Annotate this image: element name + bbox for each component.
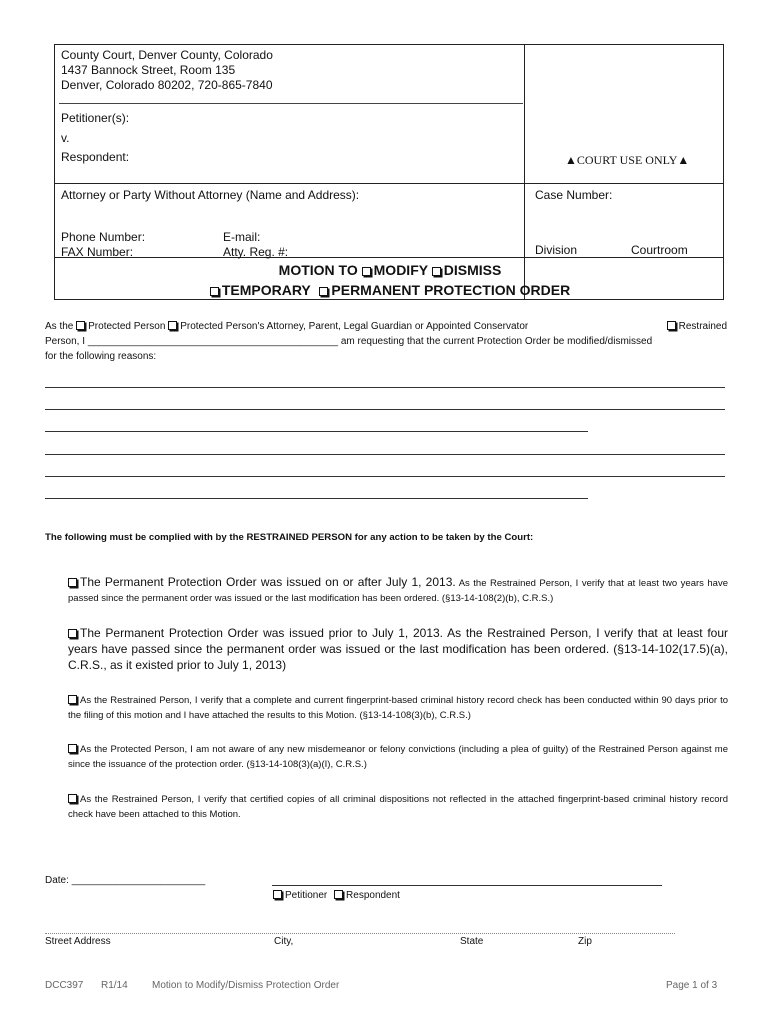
form-id: DCC397 xyxy=(45,980,84,991)
atty-reg-label: Atty. Reg. #: xyxy=(223,245,289,259)
street-address-label: Street Address xyxy=(45,936,111,947)
petitioner-label: Petitioner xyxy=(285,890,328,901)
requirement-2 xyxy=(68,625,728,673)
reason-line-2[interactable] xyxy=(45,409,725,410)
requirement-1-text: As the Restrained Person, I verify that at least two years have passed since the permanent order was issued or the last modification has been ordered. (§13-14-108(2)(b), C.R.S.) xyxy=(68,578,728,604)
temporary-label: TEMPORARY xyxy=(221,282,311,298)
requirement-3-text: As the Restrained Person, I verify that a complete and current fingerprint-based criminal history record check has been conducted within 90 days prior to the filing of this motion and I have attached the results to this Motion. (§13-14-108(3)(b), C.R.S.) xyxy=(68,695,728,721)
court-address-line2: Denver, Colorado 80202, 720-865-7840 xyxy=(61,78,273,92)
reason-line-6[interactable] xyxy=(45,498,588,499)
requirement-2-text: The Permanent Protection Order was issued prior to July 1, 2013. As the Restrained Person, I verify that at least four years have passed since the permanent order was issued or the last modification has been ordered. (§13-14-102(17.5)(a), C.R.S., as it existed prior to July 1, 2013) xyxy=(68,626,728,672)
requirement-2-checkbox[interactable] xyxy=(68,629,77,638)
reason-line-3[interactable] xyxy=(45,431,588,432)
requirement-4-checkbox[interactable] xyxy=(68,744,77,753)
state-label: State xyxy=(460,936,484,947)
modify-label: MODIFY xyxy=(373,262,428,278)
court-address-line1: 1437 Bannock Street, Room 135 xyxy=(61,63,236,77)
as-the-text: As the xyxy=(45,321,77,332)
signer-role xyxy=(273,890,400,901)
compliance-heading: The following must be complied with by the RESTRAINED PERSON for any action to be taken by the Court: xyxy=(45,532,534,543)
reason-line-5[interactable] xyxy=(45,476,725,477)
restrained-option xyxy=(667,319,727,334)
date-label: Date: xyxy=(45,875,72,886)
date-blank[interactable]: ________________________ xyxy=(71,875,206,886)
temporary-checkbox[interactable] xyxy=(210,287,219,296)
caption-rule-1 xyxy=(55,183,723,184)
intro-paragraph xyxy=(45,319,727,364)
name-blank[interactable]: _____________________________________________ xyxy=(87,336,339,347)
email-label: E-mail: xyxy=(223,230,261,244)
restrained-checkbox[interactable] xyxy=(667,321,676,330)
requirement-5-checkbox[interactable] xyxy=(68,794,77,803)
protected-person-checkbox[interactable] xyxy=(76,321,85,330)
motion-title-line2 xyxy=(55,282,725,298)
permanent-checkbox[interactable] xyxy=(319,287,328,296)
requirement-4 xyxy=(68,742,728,772)
page-number: Page 1 of 3 xyxy=(666,980,718,991)
requirement-4-text: As the Protected Person, I am not aware of any new misdemeanor or felony convictions (including a plea of guilty) of the Restrained Person against me since the issuance of the protection order. (§13-14-108(3)(a)(I), C.R.S.) xyxy=(68,744,728,770)
date-field[interactable] xyxy=(45,875,205,886)
court-use-only: ▲COURT USE ONLY▲ xyxy=(565,153,690,167)
zip-label: Zip xyxy=(578,936,592,947)
reason-line-4[interactable] xyxy=(45,454,725,455)
attorney-option-label: Protected Person's Attorney, Parent, Legal Guardian or Appointed Conservator xyxy=(180,321,529,332)
intro-line1 xyxy=(45,319,727,334)
dismiss-checkbox[interactable] xyxy=(432,267,441,276)
caption-box xyxy=(54,44,724,300)
respondent-label: Respondent: xyxy=(61,150,130,164)
restrained-label: Restrained xyxy=(678,321,727,332)
permanent-label: PERMANENT PROTECTION ORDER xyxy=(331,282,571,298)
courtroom-label: Courtroom xyxy=(631,243,688,257)
requirement-1-checkbox[interactable] xyxy=(68,578,77,587)
versus-label: v. xyxy=(61,131,70,145)
intro-line2 xyxy=(45,334,727,349)
court-name: County Court, Denver County, Colorado xyxy=(61,48,273,62)
modify-checkbox[interactable] xyxy=(362,267,371,276)
division-label: Division xyxy=(535,243,578,257)
reasons-text: for the following reasons: xyxy=(45,351,157,362)
person-i-text: Person, I xyxy=(45,336,88,347)
requirement-5-text: As the Restrained Person, I verify that certified copies of all criminal dispositions not reflected in the attached fingerprint-based criminal history record check have been attached to this Motion. xyxy=(68,794,728,820)
attorney-label: Attorney or Party Without Attorney (Name and Address): xyxy=(61,188,360,202)
court-underline xyxy=(59,103,523,104)
caption-divider xyxy=(524,45,525,299)
requesting-text: am requesting that the current Protection Order be modified/dismissed xyxy=(338,336,653,347)
fax-label: FAX Number: xyxy=(61,245,134,259)
reason-line-1[interactable] xyxy=(45,387,725,388)
respondent-label: Respondent xyxy=(346,890,400,901)
form-title: Motion to Modify/Dismiss Protection Order xyxy=(152,980,340,991)
form-revision: R1/14 xyxy=(101,980,128,991)
address-line[interactable] xyxy=(45,933,675,934)
petitioner-label: Petitioner(s): xyxy=(61,111,130,125)
caption-rule-2 xyxy=(55,257,723,258)
protected-person-label: Protected Person xyxy=(88,321,169,332)
phone-label: Phone Number: xyxy=(61,230,146,244)
requirement-1 xyxy=(68,575,728,606)
signature-line[interactable] xyxy=(272,885,662,886)
title-prefix: MOTION TO xyxy=(278,262,362,278)
requirement-5 xyxy=(68,792,728,822)
dismiss-label: DISMISS xyxy=(443,262,502,278)
respondent-checkbox[interactable] xyxy=(334,890,343,899)
requirement-3-checkbox[interactable] xyxy=(68,695,77,704)
petitioner-checkbox[interactable] xyxy=(273,890,282,899)
attorney-checkbox[interactable] xyxy=(168,321,177,330)
motion-title-line1 xyxy=(55,262,725,278)
requirement-3 xyxy=(68,693,728,723)
city-label: City, xyxy=(274,936,294,947)
case-number-label: Case Number: xyxy=(535,188,613,202)
requirement-1-lead: The Permanent Protection Order was issued on or after July 1, 2013. xyxy=(80,575,456,589)
